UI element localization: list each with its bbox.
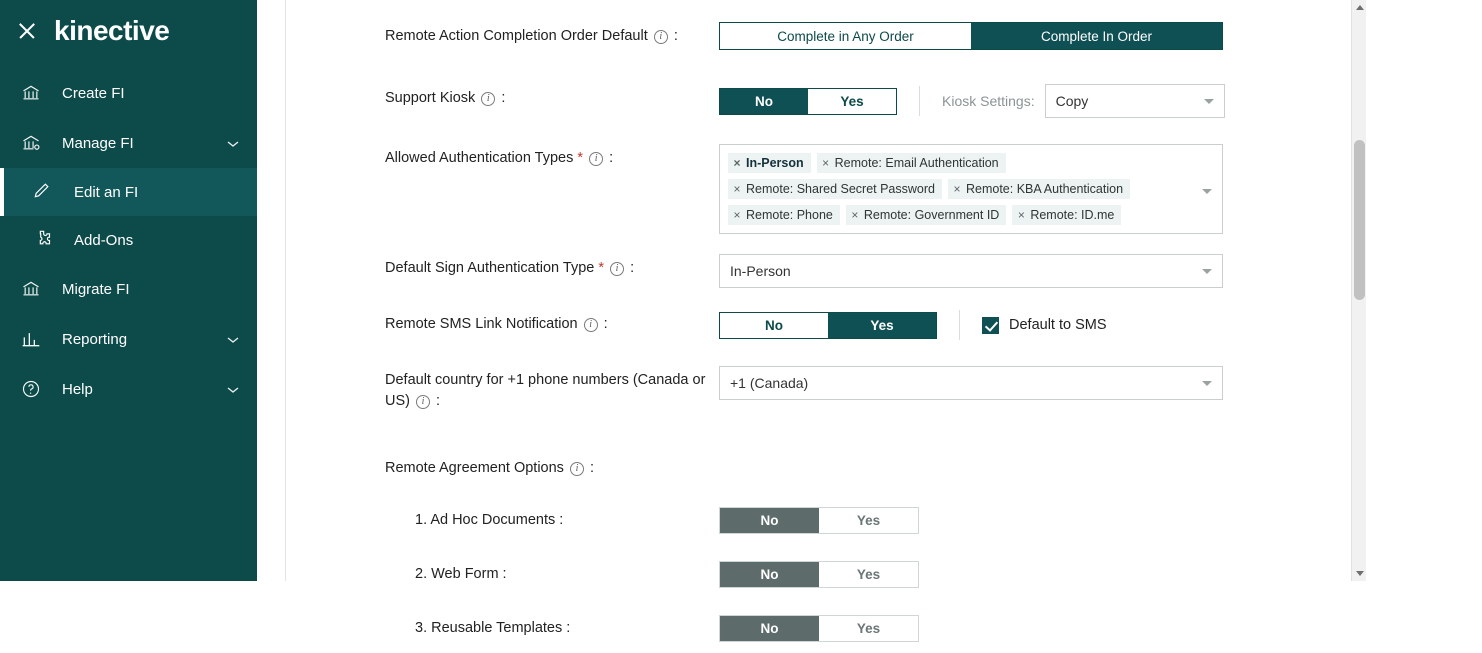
chip-remove-icon[interactable]: ×: [733, 182, 741, 196]
default-sign-auth-select[interactable]: [719, 254, 1223, 288]
default-to-sms-checkbox[interactable]: [982, 317, 999, 334]
chip-remove-icon[interactable]: ×: [822, 156, 830, 170]
sidebar-item-migrate-fi[interactable]: [0, 264, 257, 314]
info-icon[interactable]: i: [570, 462, 584, 476]
chip-label: Remote: Shared Secret Password: [746, 182, 935, 196]
toggle-option-no[interactable]: No: [720, 89, 808, 114]
section-label: [385, 454, 719, 479]
brand-logo-text: kinective: [54, 15, 170, 46]
label-suffix: :: [630, 260, 635, 276]
chevron-down-icon: [1202, 269, 1212, 274]
chip-label: Remote: KBA Authentication: [965, 182, 1124, 196]
info-icon[interactable]: i: [589, 152, 603, 166]
kiosk-settings-value: Copy: [1055, 93, 1089, 109]
sidebar-item-label: Create FI: [62, 84, 125, 102]
sidebar-item-add-ons[interactable]: [0, 216, 257, 264]
vertical-divider: [959, 310, 960, 340]
chip[interactable]: [846, 205, 1006, 225]
info-icon[interactable]: i: [584, 318, 598, 332]
label-suffix: :: [590, 460, 595, 476]
chip-list: [728, 153, 1196, 225]
toggle-option-any-order[interactable]: Complete in Any Order: [720, 23, 971, 49]
label-text: Default country for +1 phone numbers (Canada or US): [385, 372, 706, 409]
label-suffix: :: [673, 28, 678, 44]
puzzle-icon: [32, 228, 62, 252]
toggle-option-yes[interactable]: Yes: [819, 508, 918, 533]
required-marker: *: [577, 150, 584, 166]
chip-remove-icon[interactable]: ×: [733, 156, 741, 170]
sidebar-item-create-fi[interactable]: [0, 68, 257, 118]
label-text: Remote Action Completion Order Default: [385, 28, 648, 44]
chip-remove-icon[interactable]: ×: [1017, 208, 1025, 222]
default-country-value: +1 (Canada): [730, 375, 809, 391]
toggle-option-yes[interactable]: Yes: [819, 616, 918, 641]
label-text: Support Kiosk: [385, 90, 476, 106]
toggle-option-yes[interactable]: Yes: [828, 313, 936, 338]
bank-arrow-icon: [20, 279, 50, 299]
section-remote-agreement-options: [257, 454, 1332, 492]
chip[interactable]: [948, 179, 1130, 199]
pencil-icon: [32, 180, 62, 204]
scroll-up-arrow-icon[interactable]: [1352, 0, 1367, 15]
toggle-option-yes[interactable]: Yes: [808, 89, 896, 114]
field-label: [385, 310, 719, 335]
chip-label: Remote: ID.me: [1030, 208, 1115, 222]
field-web-form: [257, 561, 1332, 599]
toggle-option-yes[interactable]: Yes: [819, 562, 918, 587]
label-text: Allowed Authentication Types: [385, 150, 574, 166]
field-control: [719, 615, 1332, 642]
label-suffix: :: [436, 393, 441, 409]
chevron-down-icon: [227, 135, 239, 152]
sidebar-header: [0, 0, 257, 62]
info-icon[interactable]: i: [481, 92, 495, 106]
field-control: [719, 310, 1332, 340]
sidebar-nav: [0, 68, 257, 414]
sidebar-item-label: Reporting: [62, 330, 128, 348]
sidebar-item-label: Manage FI: [62, 134, 134, 152]
chevron-down-icon: [227, 381, 239, 398]
label-suffix: :: [609, 150, 614, 166]
chip[interactable]: [1012, 205, 1121, 225]
scroll-down-arrow-icon[interactable]: [1352, 566, 1367, 581]
field-label: 2. Web Form :: [415, 566, 507, 582]
label-suffix: :: [603, 316, 608, 332]
allowed-auth-types-multiselect[interactable]: [719, 144, 1223, 234]
sidebar-item-manage-fi[interactable]: [0, 118, 257, 168]
field-control: [719, 561, 1332, 588]
chart-bar-icon: [20, 329, 50, 349]
required-marker: *: [598, 260, 605, 276]
chevron-down-icon: [1204, 99, 1214, 104]
kiosk-settings-label: Kiosk Settings:: [942, 93, 1035, 109]
chip-remove-icon[interactable]: ×: [733, 208, 741, 222]
chip-remove-icon[interactable]: ×: [953, 182, 961, 196]
kiosk-settings-select[interactable]: [1045, 84, 1225, 118]
chevron-down-icon: [227, 331, 239, 348]
sidebar-item-label: Add-Ons: [74, 231, 134, 249]
toggle-option-no[interactable]: No: [720, 616, 819, 641]
field-support-kiosk: [257, 84, 1332, 122]
info-icon[interactable]: i: [610, 262, 624, 276]
toggle-option-no[interactable]: No: [720, 508, 819, 533]
field-label: 1. Ad Hoc Documents :: [415, 512, 564, 528]
field-default-sign-authentication-type: [257, 254, 1332, 292]
close-icon[interactable]: [14, 18, 40, 44]
field-control: [719, 366, 1332, 400]
toggle-option-in-order[interactable]: Complete In Order: [971, 23, 1222, 49]
support-kiosk-toggle[interactable]: [719, 88, 897, 115]
reusable-templates-toggle[interactable]: [719, 615, 919, 642]
label-suffix: :: [501, 90, 506, 106]
vertical-divider: [919, 86, 920, 116]
default-sign-auth-value: In-Person: [730, 263, 791, 279]
sidebar: [0, 0, 257, 581]
chip-label: Remote: Phone: [746, 208, 833, 222]
sidebar-item-label: Edit an FI: [74, 183, 139, 201]
toggle-option-no[interactable]: No: [720, 562, 819, 587]
field-remote-action-completion-order: [257, 22, 1332, 60]
remote-action-order-toggle[interactable]: [719, 22, 1223, 50]
default-to-sms-label: Default to SMS: [1009, 317, 1107, 333]
web-form-toggle[interactable]: [719, 561, 919, 588]
remote-sms-toggle[interactable]: [719, 312, 937, 339]
brand-logo: [54, 15, 169, 47]
main-content: [257, 0, 1366, 636]
field-allowed-authentication-types: [257, 144, 1332, 234]
sidebar-item-edit-an-fi[interactable]: [0, 168, 257, 216]
page-scrollbar[interactable]: [1351, 0, 1366, 581]
field-control: [719, 144, 1332, 234]
chevron-down-icon: [1202, 381, 1212, 386]
field-control: [719, 507, 1332, 534]
field-control: [719, 84, 1332, 118]
info-icon[interactable]: i: [416, 395, 430, 409]
info-icon[interactable]: i: [654, 30, 668, 44]
bank-icon: [20, 83, 50, 103]
scrollbar-thumb[interactable]: [1354, 140, 1365, 300]
field-default-country: [257, 366, 1332, 412]
field-control: [719, 22, 1332, 50]
settings-form: [257, 0, 1332, 653]
field-label: [385, 84, 719, 109]
chip[interactable]: [728, 153, 811, 173]
sidebar-item-label: Help: [62, 380, 93, 398]
sidebar-item-reporting[interactable]: [0, 314, 257, 364]
toggle-option-no[interactable]: No: [720, 313, 828, 338]
field-reusable-templates: [257, 615, 1332, 653]
question-circle-icon: [20, 379, 50, 399]
field-label: [385, 144, 719, 169]
label-text: Default Sign Authentication Type: [385, 260, 595, 276]
chip[interactable]: [728, 179, 942, 199]
chip-remove-icon[interactable]: ×: [851, 208, 859, 222]
field-control: [719, 254, 1332, 288]
bank-gear-icon: [20, 133, 50, 153]
chip-label: Remote: Email Authentication: [834, 156, 999, 170]
chip[interactable]: [728, 205, 840, 225]
field-label: 3. Reusable Templates :: [415, 620, 571, 636]
ad-hoc-documents-toggle[interactable]: [719, 507, 919, 534]
chip-label: Remote: Government ID: [863, 208, 1000, 222]
sidebar-item-help[interactable]: [0, 364, 257, 414]
field-label: [385, 22, 719, 47]
field-ad-hoc-documents: [257, 507, 1332, 545]
chevron-down-icon[interactable]: [1202, 189, 1212, 194]
label-text: Remote SMS Link Notification: [385, 316, 578, 332]
label-text: Remote Agreement Options: [385, 460, 564, 476]
field-remote-sms-link-notification: [257, 310, 1332, 348]
chip[interactable]: [817, 153, 1006, 173]
field-label: [385, 366, 719, 412]
sidebar-item-label: Migrate FI: [62, 280, 130, 298]
chip-label: In-Person: [746, 156, 804, 170]
field-label: [385, 254, 719, 279]
default-country-select[interactable]: [719, 366, 1223, 400]
